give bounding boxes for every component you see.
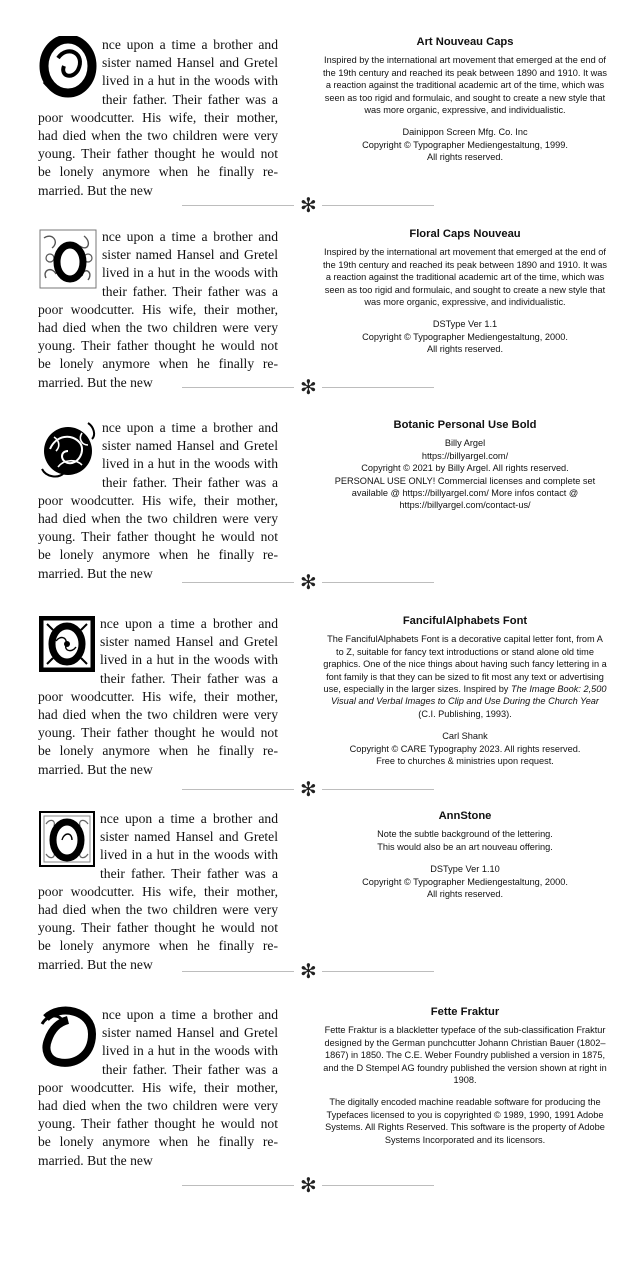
section-divider: [182, 777, 434, 801]
tale-text: nce upon a time a brother and sister named Hansel and Gretel lived in a hut in the woods with their father. Their father was a poor woodcutter. His wife, their mother, had died when the two children were very young. Their father thought he would not be lonely anymore when he finally re-married. But the new: [38, 1007, 278, 1168]
font-rights: All rights reserved.: [426, 344, 504, 355]
font-copyright: Copyright © Typographer Mediengestaltung, 2000.: [362, 876, 568, 887]
font-credit: Carl Shank: [442, 731, 488, 742]
font-description: Inspired by the international art movement that emerged at the end of the 19th century and reached its peak between 1890 and 1910. It was a reaction against the traditional academic art of the time, which was seen as too rigid and formulaic, and sought to create a new style that was more organic, expressive, and individualistic.: [323, 247, 607, 308]
sample-paragraph: [38, 419, 278, 583]
font-title: Botanic Personal Use Bold: [393, 419, 537, 431]
font-title: Fette Fraktur: [430, 1006, 500, 1018]
font-copyright: The digitally encoded machine readable software for producing the Typefaces licensed to you is copyrighted © 1989, 1990, 1991 Adobe Systems. All Rights Reserved. This software is the property of Adobe Systems Incorporated and its licensors.: [325, 1097, 605, 1145]
font-copyright: Copyright © CARE Typography 2023. All rights reserved.: [349, 743, 581, 754]
section-divider: [182, 570, 434, 594]
tale-text: nce upon a time a brother and sister named Hansel and Gretel lived in a hut in the woods with their father. Their father was a poor woodcutter. His wife, their mother, had died when the two children were very young. Their father thought he would not be lonely anymore when he finally re-married. But the new: [38, 811, 278, 972]
section-divider: [182, 375, 434, 399]
book-title: The Image Book: 2,500 Visual and Verbal Images to Clip and Use During the Church Year: [331, 684, 607, 707]
font-title: Floral Caps Nouveau: [409, 228, 521, 240]
asterisk-ornament-icon: ✻: [300, 375, 317, 399]
font-copyright: Copyright © Typographer Mediengestaltung, 2000.: [362, 331, 568, 342]
dropcap-o-annstone-icon: [38, 810, 96, 868]
font-description: Inspired by the international art movement that emerged at the end of the 19th century and reached its peak between 1890 and 1910. It was a reaction against the traditional academic art of the time, which was seen as too rigid and formulaic, and sought to create a new style that was more organic, expressive, and individualistic.: [323, 55, 607, 116]
dropcap-o-art-nouveau-icon: [38, 36, 98, 98]
font-info: [323, 36, 607, 164]
font-description: Fette Fraktur is a blackletter typeface of the sub-classification Fraktur designed by the German punchcutter Johann Christian Bauer (1802–1867) in 1850. The C.E. Weber Foundry published a version in 1875, and the D Stempel AG foundry published the version shown at right in 1908.: [323, 1025, 607, 1086]
tale-text: nce upon a time a brother and sister named Hansel and Gretel lived in a hut in the woods with their father. Their father was a poor woodcutter. His wife, their mother, had died when the two children were very young. Their father thought he would not be lonely anymore when he finally re-married. But the new: [38, 229, 278, 390]
sample-paragraph: [38, 1006, 278, 1170]
font-title: AnnStone: [438, 810, 492, 822]
asterisk-ornament-icon: ✻: [300, 570, 317, 594]
tale-text: nce upon a time a brother and sister named Hansel and Gretel lived in a hut in the woods with their father. Their father was a poor woodcutter. His wife, their mother, had died when the two children were very young. Their father thought he would not be lonely anymore when he finally re-married. But the new: [38, 616, 278, 777]
font-description: Billy Argel https://billyargel.com/ Copyright © 2021 by Billy Argel. All rights reserved. PERSONAL USE ONLY! Commercial licenses and complete set available @ https://billyargel.com/ More infos contact @ https://billyargel.com/contact-us/: [334, 438, 596, 511]
dropcap-o-fraktur-icon: [38, 1006, 98, 1068]
sample-paragraph: [38, 228, 278, 392]
sample-paragraph: [38, 36, 278, 200]
font-info: [323, 1006, 607, 1156]
font-credit: DSType Ver 1.1: [432, 319, 498, 330]
asterisk-ornament-icon: ✻: [300, 777, 317, 801]
font-rights: All rights reserved.: [426, 152, 504, 163]
dropcap-o-floral-icon: [38, 228, 98, 290]
tale-text: nce upon a time a brother and sister named Hansel and Gretel lived in a hut in the woods with their father. Their father was a poor woodcutter. His wife, their mother, had died when the two children were very young. Their father thought he would not be lonely anymore when he finally re-married. But the new: [38, 420, 278, 581]
dropcap-o-botanic-icon: [38, 419, 98, 481]
font-rights: Free to churches & ministries upon request.: [376, 756, 554, 767]
sample-paragraph: [38, 615, 278, 779]
font-description: The FancifulAlphabets Font is a decorative capital letter font, from A to Z, suitable for fancy text introductions or stand alone old time graphics. One of the nice things about having such fancy lettering in a font family is that they can be sized to fit most any text or advertising use, especially in the larger sizes. Inspired by The Image Book: 2,500 Visual and Verbal Images to Clip and Use During the Church Year (C.I. Publishing, 1993).: [323, 634, 607, 719]
asterisk-ornament-icon: ✻: [300, 959, 317, 983]
font-rights: All rights reserved.: [426, 889, 504, 900]
section-divider: [182, 193, 434, 217]
section-divider: [182, 959, 434, 983]
tale-text: nce upon a time a brother and sister named Hansel and Gretel lived in a hut in the woods with their father. Their father was a poor woodcutter. His wife, their mother, had died when the two children were very young. Their father thought he would not be lonely anymore when he finally re-married. But the new: [38, 37, 278, 198]
asterisk-ornament-icon: ✻: [300, 1173, 317, 1197]
font-copyright: Copyright © Typographer Mediengestaltung, 1999.: [362, 139, 568, 150]
font-credit: Dainippon Screen Mfg. Co. Inc: [402, 127, 528, 138]
asterisk-ornament-icon: ✻: [300, 193, 317, 217]
sample-paragraph: [38, 810, 278, 974]
font-info: [323, 615, 607, 767]
font-title: Art Nouveau Caps: [416, 36, 514, 48]
font-description: Note the subtle background of the lettering. This would also be an art nouveau offering.: [377, 829, 553, 852]
font-title: FancifulAlphabets Font: [402, 615, 528, 627]
dropcap-o-fanciful-icon: [38, 615, 96, 673]
section-divider: [182, 1173, 434, 1197]
font-info: [323, 419, 607, 522]
font-info: [323, 810, 607, 900]
font-info: [323, 228, 607, 356]
font-credit: DSType Ver 1.10: [430, 864, 500, 875]
